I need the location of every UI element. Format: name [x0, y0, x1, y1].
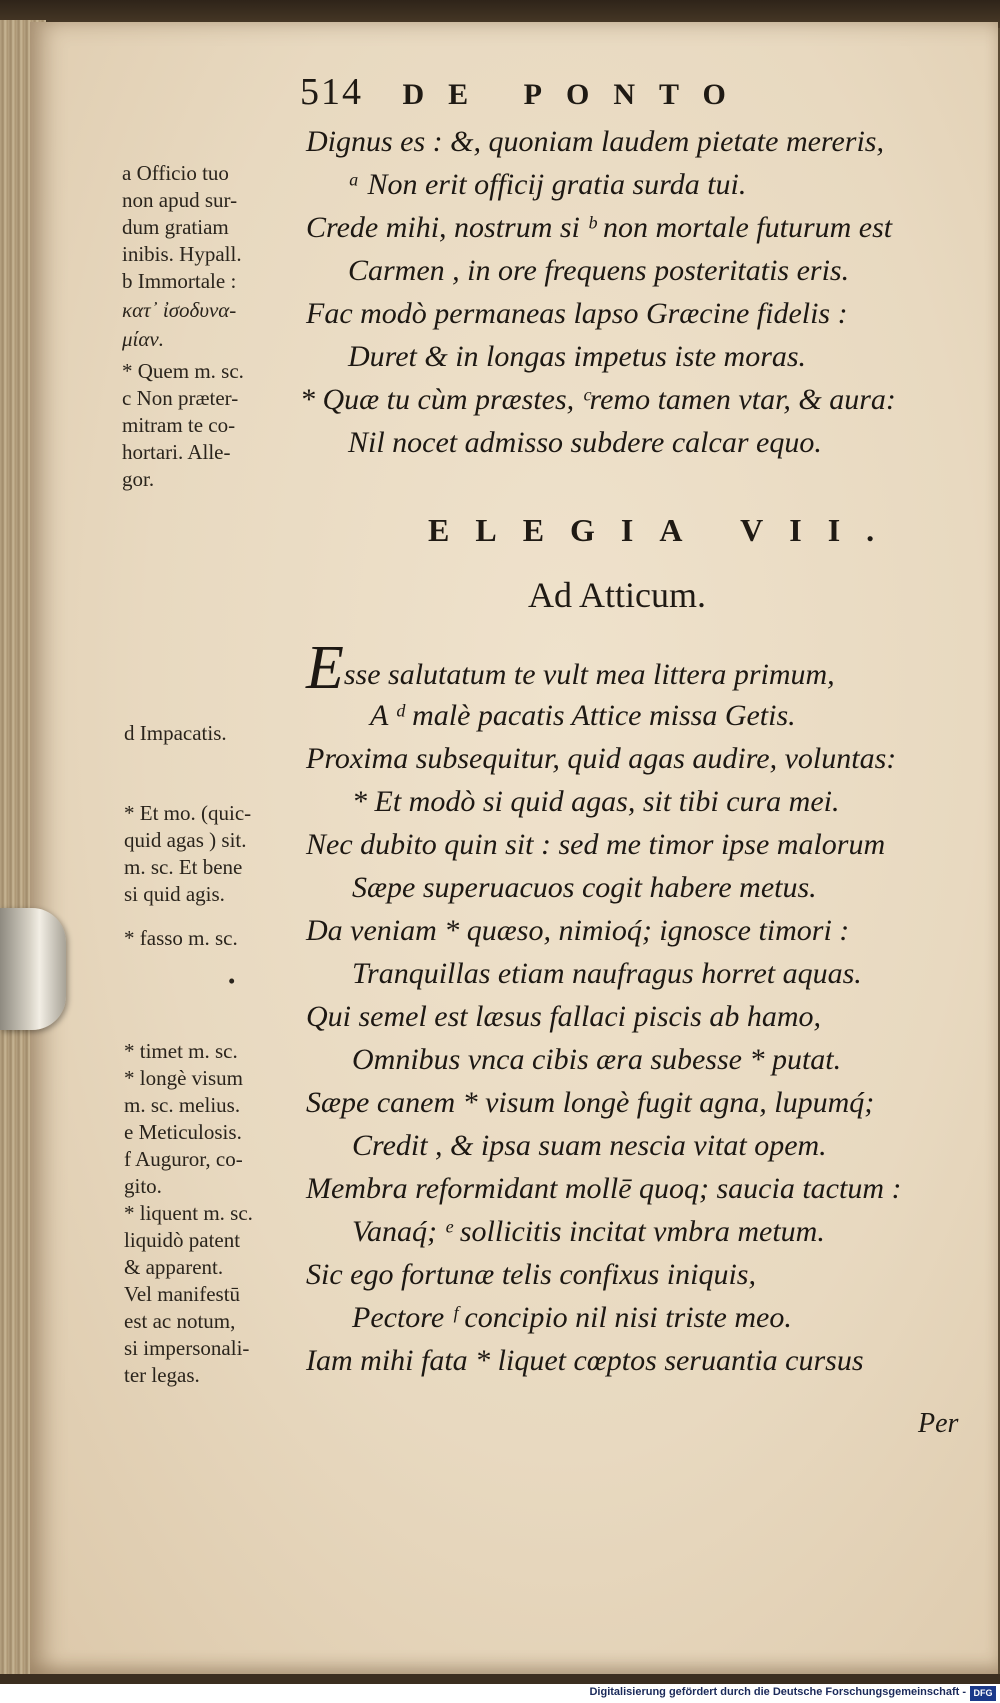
verse-line: * Et modò si quid agas, sit tibi cura mei.	[352, 785, 840, 818]
verse-line: Dignus es : &, quoniam laudem pietate mereris,	[306, 125, 884, 158]
verse-line: Nec dubito quin sit : sed me timor ipse malorum	[306, 828, 886, 861]
drop-cap: E	[306, 634, 344, 702]
page-header	[300, 70, 750, 114]
margin-note: * Quem m. sc.	[122, 359, 244, 383]
verse-line: ᵃ Non erit officij gratia surda tui.	[348, 168, 747, 201]
verse-line: Credit , & ipsa suam nescia vitat opem.	[352, 1129, 827, 1162]
margin-note: mitram te co-	[122, 413, 236, 437]
verse-line: Membra reformidant mollē quoq; saucia tactum :	[306, 1172, 902, 1205]
verse-line: Proxima subsequitur, quid agas audire, voluntas:	[306, 742, 897, 775]
page-clip	[0, 908, 66, 1030]
running-title: DE PONTO	[402, 78, 750, 111]
elegy-heading: ELEGIA VII.	[428, 512, 901, 548]
verse-line: Nil nocet admisso subdere calcar equo.	[348, 426, 822, 459]
verse-line: Tranquillas etiam naufragus horret aquas.	[352, 957, 862, 990]
margin-note: & apparent.	[124, 1255, 224, 1279]
margin-note: * fasso m. sc.	[124, 926, 238, 950]
margin-note: ter legas.	[124, 1363, 200, 1387]
margin-note: * liquent m. sc.	[124, 1201, 253, 1225]
digitization-footer	[0, 1684, 1000, 1703]
verse-line: Qui semel est læsus fallaci piscis ab hamo,	[306, 1000, 821, 1033]
margin-note: m. sc. Et bene	[124, 855, 243, 879]
verse-line: Duret & in longas impetus iste moras.	[348, 340, 807, 373]
margin-note: * Et mo. (quic-	[124, 801, 252, 825]
margin-note: m. sc. melius.	[124, 1093, 241, 1117]
margin-note: * timet m. sc.	[124, 1039, 238, 1063]
margin-note: e Meticulosis.	[124, 1120, 242, 1144]
margin-note: non apud sur-	[122, 188, 238, 212]
margin-note-greek: κατ᾽ ἰσοδυνα-	[122, 298, 237, 322]
margin-note: gor.	[122, 467, 155, 491]
verse-line: Omnibus vnca cibis æra subesse * putat.	[352, 1043, 842, 1076]
verse-line: A ᵈ malè pacatis Attice missa Getis.	[370, 699, 796, 732]
verse-line: * Quæ tu cùm præstes, ᶜremo tamen vtar, & aura:	[300, 383, 896, 416]
verse-line: Crede mihi, nostrum si ᵇ non mortale futurum est	[306, 211, 893, 244]
scan-bottom-border	[0, 1674, 1000, 1684]
verse-line: Pectore ᶠ concipio nil nisi triste meo.	[352, 1301, 792, 1334]
funding-credit: Digitalisierung gefördert durch die Deutsche Forschungsgemeinschaft -	[589, 1686, 966, 1698]
margin-note: b Immortale :	[122, 269, 237, 293]
margin-note: inibis. Hypall.	[122, 242, 242, 266]
verse-line: Sæpe superuacuos cogit habere metus.	[352, 871, 817, 904]
margin-note: * longè visum	[124, 1066, 243, 1090]
verse-line: Fac modò permaneas lapso Græcine fidelis :	[306, 297, 848, 330]
page-number: 514	[300, 71, 363, 113]
margin-note: dum gratiam	[122, 215, 229, 239]
margin-note: gito.	[124, 1174, 162, 1198]
verse-line-first: Esse salutatum te vult mea littera primum,	[306, 634, 835, 702]
margin-note-greek: μίαν.	[122, 327, 164, 351]
margin-note: liquidò patent	[124, 1228, 241, 1252]
margin-note: a Officio tuo	[122, 161, 229, 185]
verse-line: Da veniam * quæso, nimioq́; ignosce timori :	[306, 914, 850, 947]
margin-note: si quid agis.	[124, 882, 225, 906]
dfg-logo: DFG	[970, 1686, 996, 1701]
margin-note: d Impacatis.	[124, 721, 227, 745]
verse-line: Sic ego fortunæ telis confixus iniquis,	[306, 1258, 756, 1291]
margin-note: si impersonali-	[124, 1336, 250, 1360]
margin-note: Vel manifestū	[124, 1282, 241, 1306]
margin-note: est ac notum,	[124, 1309, 236, 1333]
margin-dot: •	[228, 969, 236, 993]
elegy-addressee: Ad Atticum.	[528, 575, 706, 615]
verse-line: Sæpe canem * visum longè fugit agna, lupumq́;	[306, 1086, 875, 1119]
verse-line: Carmen , in ore frequens posteritatis eris.	[348, 254, 850, 287]
catchword: Per	[918, 1408, 959, 1439]
margin-note: f Auguror, co-	[124, 1147, 243, 1171]
margin-note: hortari. Alle-	[122, 440, 231, 464]
verse-line: Vanaq́; ᵉ sollicitis incitat vmbra metum.	[352, 1215, 825, 1248]
verse-line: Iam mihi fata * liquet cœptos seruantia cursus	[306, 1344, 864, 1377]
margin-note: c Non præter-	[122, 386, 239, 410]
margin-note: quid agas ) sit.	[124, 828, 247, 852]
